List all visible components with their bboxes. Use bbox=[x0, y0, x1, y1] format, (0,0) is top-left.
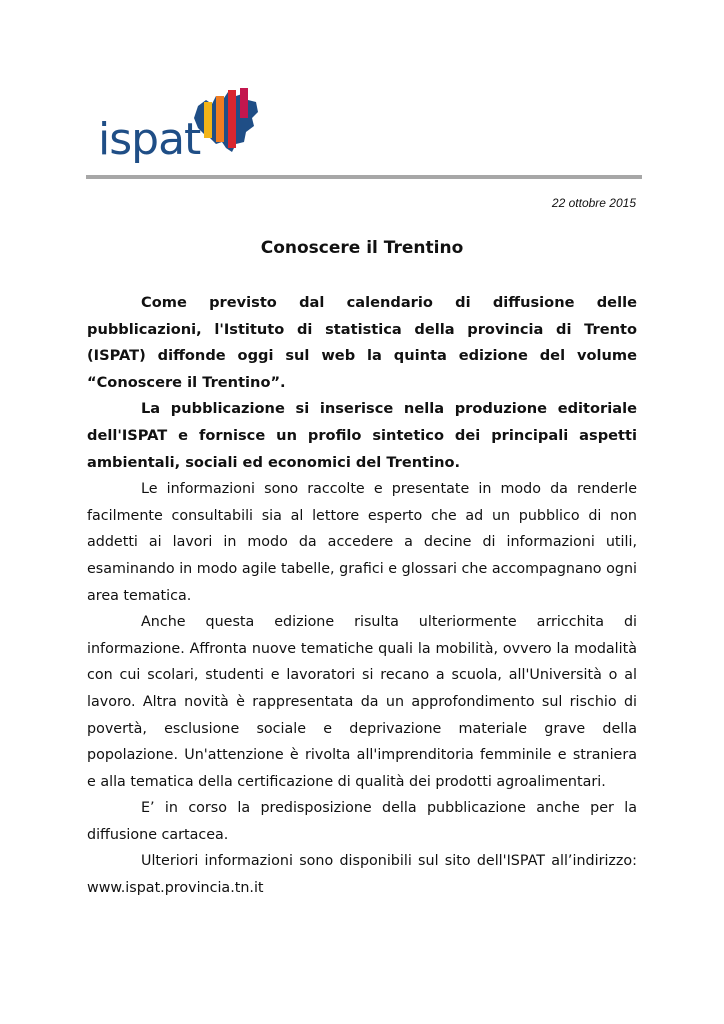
logo-wordmark: ispat bbox=[98, 114, 201, 165]
header-divider bbox=[86, 175, 642, 179]
paragraph-5: E’ in corso la predisposizione della pubblicazione anche per la diffusione cartacea. bbox=[87, 800, 637, 843]
ispat-logo bbox=[92, 88, 262, 172]
trentino-map-bars-icon bbox=[192, 88, 262, 154]
paragraph-6: Ulteriori informazioni sono disponibili sul sito dell'ISPAT all’indirizzo: www.ispat.provincia.tn.it bbox=[87, 853, 637, 897]
document-body bbox=[87, 290, 637, 902]
document-date: 22 ottobre 2015 bbox=[551, 196, 636, 210]
paragraph-3: Le informazioni sono raccolte e presentate in modo da renderle facilmente consultabili sia al lettore esperto che ad un pubblico di non addetti ai lavori in modo da accedere a decine di informazioni utili, esaminando in modo agile tabelle, grafici e glossari che accompagnano ogni area tematica. bbox=[87, 481, 637, 604]
paragraph-2: La pubblicazione si inserisce nella produzione editoriale dell'ISPAT e fornisce un profilo sintetico dei principali aspetti ambientali, sociali ed economici del Trentino. bbox=[87, 400, 637, 471]
paragraph-4: Anche questa edizione risulta ulteriormente arricchita di informazione. Affronta nuove tematiche quali la mobilità, ovvero la modalità con cui scolari, studenti e lavoratori si recano a scuola, all'Università o al lavoro. Altra novità è rappresentata da un approfondimento sul rischio di povertà, esclusione sociale e deprivazione materiale grave della popolazione. Un'attenzione è rivolta all'imprenditoria femminile e straniera e alla tematica della certificazione di qualità dei prodotti agroalimentari. bbox=[87, 614, 637, 790]
document-title: Conoscere il Trentino bbox=[260, 238, 464, 258]
paragraph-1: Come previsto dal calendario di diffusione delle pubblicazioni, l'Istituto di statistica della provincia di Trento (ISPAT) diffonde oggi sul web la quinta edizione del volume “Conoscere il Trentino”. bbox=[87, 294, 637, 391]
